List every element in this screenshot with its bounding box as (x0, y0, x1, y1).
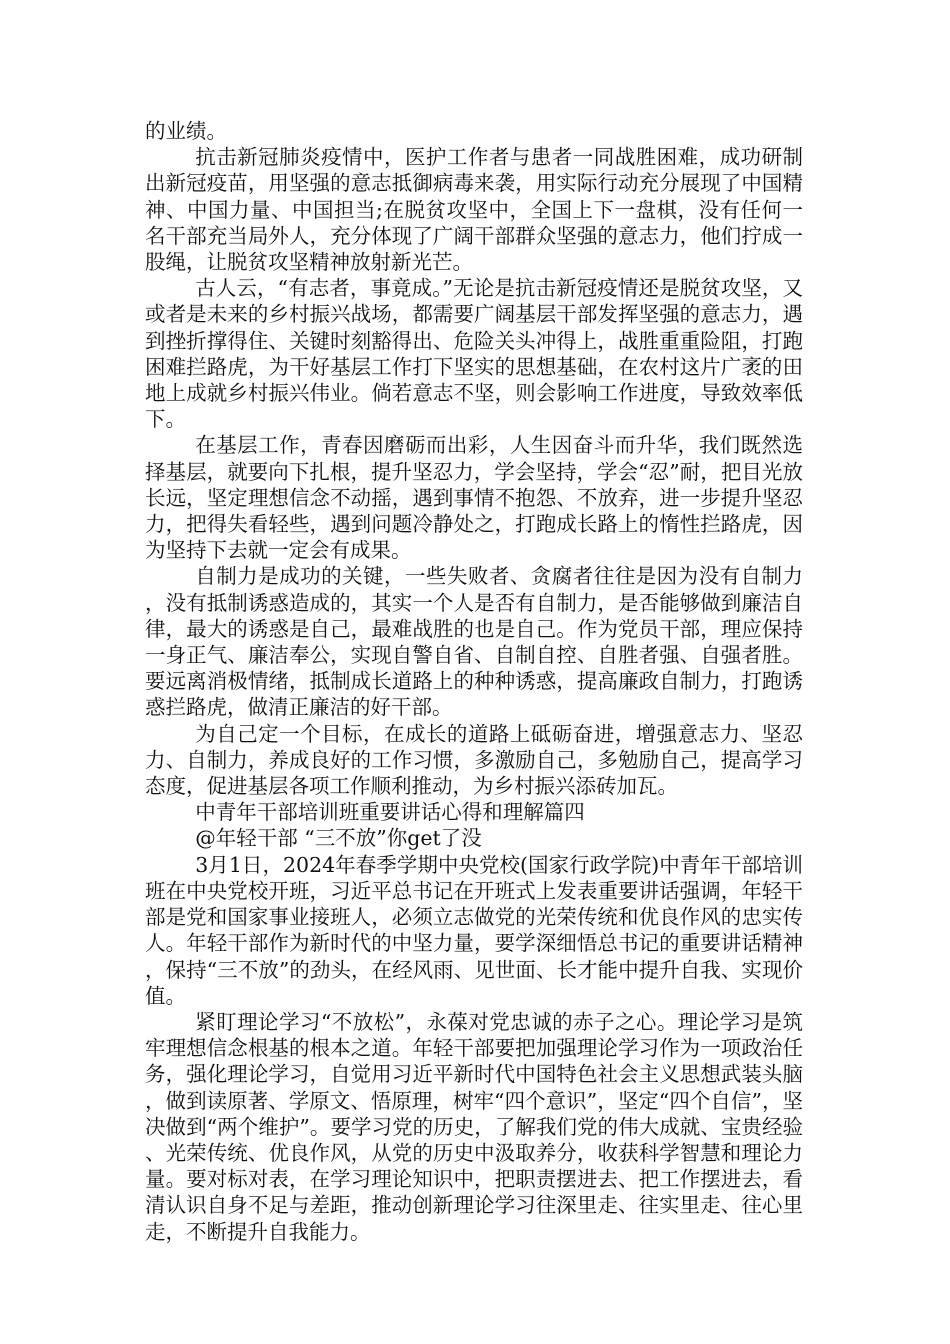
paragraph-10: 紧盯理论学习“不放松”，永葆对党忠诚的赤子之心。理论学习是筑牢理想信念根基的根本之道。年轻干部要把加强理论学习作为一项政治任务，强化理论学习，自觉用习近平新时代中国特色社会主义思想武装头脑，做到读原著、学原文、悟原理，树牢“四个意识”，坚定“四个自信”，坚决做到“两个维护”。要学习党的历史，了解我们党的伟大成就、宝贵经验、光荣传统、优良作风，从党的历史中汲取养分，收获科学智慧和理论力量。要对标对表，在学习理论知识中，把职责摆进去、把工作摆进去，看清认识自身不足与差距，推动创新理论学习往深里走、往实里走、往心里走，不断提升自我能力。 (145, 1009, 803, 1244)
paragraph-9: 3月1日，2024年春季学期中央党校(国家行政学院)中青年干部培训班在中央党校开班，习近平总书记在开班式上发表重要讲话强调，年轻干部是党和国家事业接班人，必须立志做党的光荣传统和优良作风的忠实传人。年轻干部作为新时代的中坚力量，要学深细悟总书记的重要讲话精神，保持“三不放”的劲头，在经风雨、见世面、长才能中提升自我、实现价值。 (145, 852, 803, 1008)
paragraph-1: 的业绩。 (145, 119, 227, 143)
paragraph-3: 古人云，“有志者，事竟成。”无论是抗击新冠疫情还是脱贫攻坚，又或者是未来的乡村振兴战场，都需要广阔基层干部发挥坚强的意志力，遇到挫折撑得住、关键时刻豁得出、危险关头冲得上，战胜重重险阻，打跑困难拦路虎，为干好基层工作打下坚实的思想基础，在农村这片广袤的田地上成就乡村振兴伟业。倘若意志不坚，则会影响工作进度，导致效率低下。 (145, 276, 803, 432)
article-title: @年轻干部 “三不放”你get了没 (195, 826, 482, 851)
paragraph-2: 抗击新冠肺炎疫情中，医护工作者与患者一同战胜困难，成功研制出新冠疫苗，用坚强的意志抵御病毒来袭，用实际行动充分展现了中国精神、中国力量、中国担当;在脱贫攻坚中，全国上下一盘棋，没有任何一名干部充当局外人，充分体现了广阔干部群众坚强的意志力，他们拧成一股绳，让脱贫攻坚精神放射新光芒。 (145, 145, 803, 275)
section-heading: 中青年干部培训班重要讲话心得和理解篇四 (195, 800, 585, 825)
paragraph-4: 在基层工作，青春因磨砺而出彩，人生因奋斗而升华，我们既然选择基层，就要向下扎根，提升坚忍力，学会坚持，学会“忍”耐，把目光放长远，坚定理想信念不动摇，遇到事情不抱怨、不放弃，进一步提升坚忍力，把得失看轻些，遇到问题冷静处之，打跑成长路上的惰性拦路虎，因为坚持下去就一定会有成果。 (145, 433, 803, 563)
paragraph-5: 自制力是成功的关键，一些失败者、贪腐者往往是因为没有自制力，没有抵制诱惑造成的，其实一个人是否有自制力，是否能够做到廉洁自律，最大的诱惑是自己，最难战胜的也是自己。作为党员干部，理应保持一身正气、廉洁奉公，实现自警自省、自制自控、自胜者强、自强者胜。要远离消极情绪，抵制成长道路上的种种诱惑，提高廉政自制力，打跑诱惑拦路虎，做清正廉洁的好干部。 (145, 564, 803, 720)
document-body (145, 118, 803, 1245)
paragraph-6: 为自己定一个目标，在成长的道路上砥砺奋进，增强意志力、坚忍力、自制力，养成良好的工作习惯，多激励自己，多勉励自己，提高学习态度，促进基层各项工作顺利推动，为乡村振兴添砖加瓦。 (145, 721, 803, 799)
